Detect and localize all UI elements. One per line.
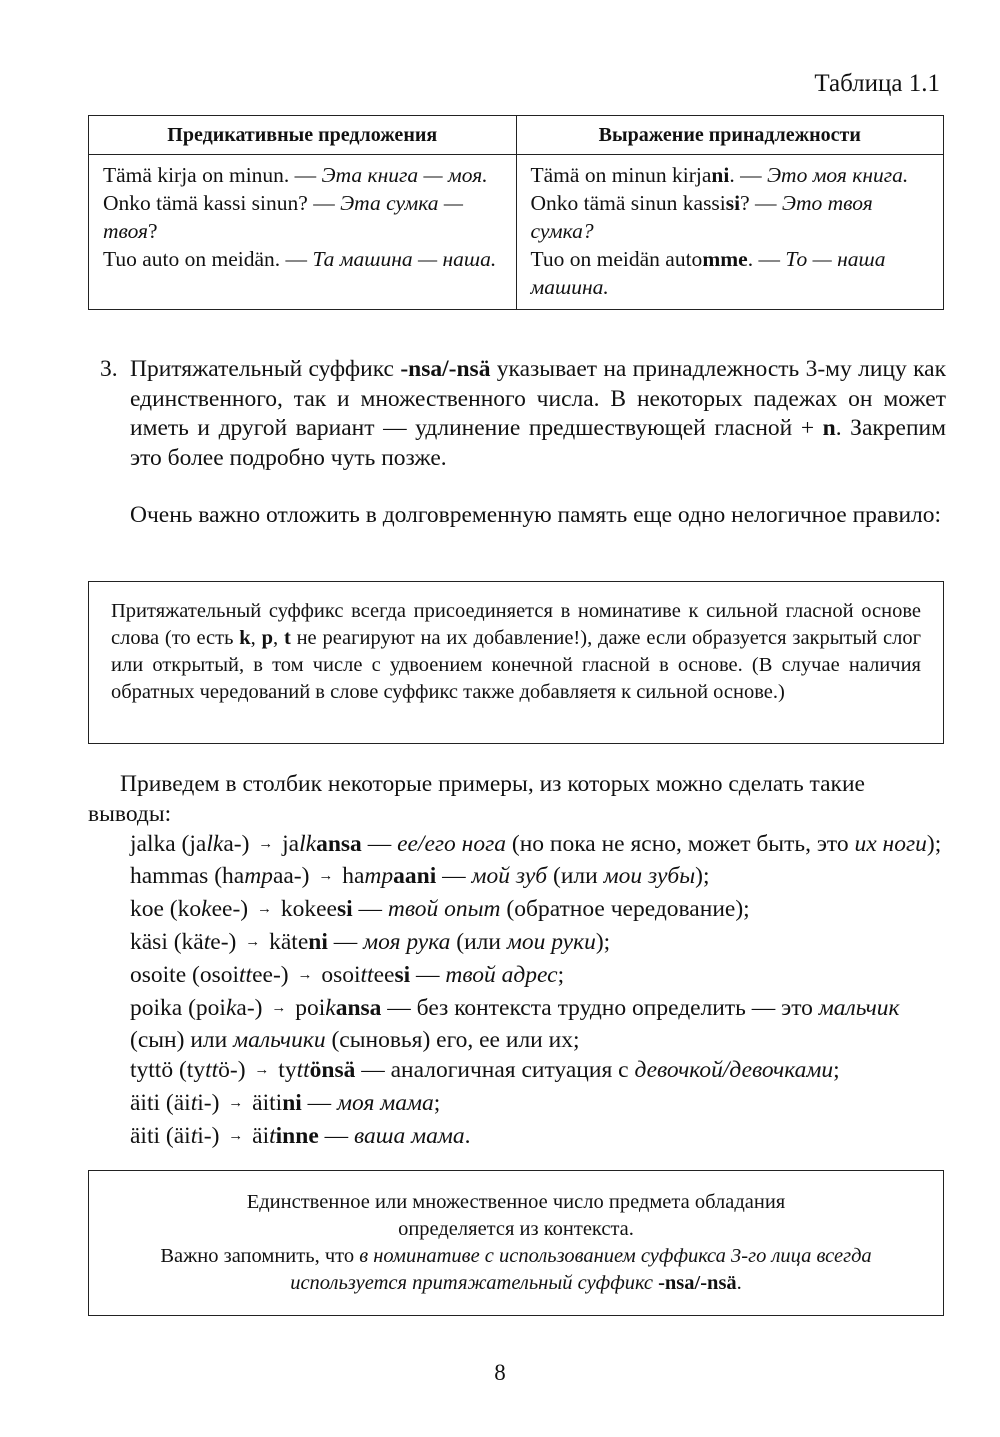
stem-consonant: t <box>203 928 211 955</box>
result: ee <box>373 961 395 988</box>
note-italic: мальчики <box>233 1027 326 1054</box>
note: ); <box>695 863 710 890</box>
stem-consonant: lk <box>206 830 224 857</box>
suffix: si <box>725 191 741 215</box>
text: Onko tämä sinun kassi <box>530 191 726 215</box>
letter-p: p <box>261 627 274 649</box>
stem-consonant: k <box>325 994 336 1021</box>
word: tyttö (ty <box>130 1057 206 1084</box>
note: (но пока не ясно, может быть, это <box>506 830 855 857</box>
example-osoite <box>88 961 944 994</box>
note: ; <box>557 961 565 988</box>
note: (сын) или <box>130 1027 234 1054</box>
point-number: 3. <box>100 356 118 382</box>
word: äiti (äi <box>130 1089 191 1116</box>
comparison-table <box>88 115 944 310</box>
note: ; <box>433 1089 441 1116</box>
translation: Та машина — наша. <box>312 247 497 271</box>
word: jalka (ja <box>130 830 207 857</box>
translation: мой зуб <box>471 863 548 890</box>
stem-consonant: t <box>269 1122 276 1149</box>
text: Tuo on meidän auto <box>530 247 703 271</box>
example-jalka <box>88 830 944 863</box>
word: a-) <box>223 830 256 857</box>
suffix: ansa <box>335 994 382 1021</box>
note: ; <box>833 1057 840 1084</box>
text: указывает на принадлежность 3-му лицу как единственного, так и множественного числа. В некоторых падежах он может иметь и другой вариант — удлинение предшествующей гласной + <box>130 356 947 441</box>
result: käte <box>263 928 309 955</box>
page-number: 8 <box>494 1360 506 1385</box>
word: aa-) <box>272 863 316 890</box>
arrow-icon: → <box>254 1062 270 1079</box>
note-italic: в номинативе с использованием суффикса 3-го лица всегда используется притяжательный суффикс <box>290 1245 872 1294</box>
suffix: aani <box>393 863 437 890</box>
suffix: ansa <box>316 830 362 857</box>
result: ty <box>272 1057 297 1084</box>
suffix: ni <box>282 1089 302 1116</box>
note: ); <box>595 928 611 955</box>
example-poika <box>88 994 944 1057</box>
suffix: si <box>336 896 353 923</box>
stem-consonant: tt <box>296 1057 310 1084</box>
suffix: önsä <box>309 1057 356 1084</box>
stem-consonant: k <box>225 994 237 1021</box>
note-italic: мои зубы <box>603 863 696 890</box>
note-italic: мои руки <box>506 928 596 955</box>
important-rule-intro: Очень важно отложить в долговременную память еще одно нелогичное правило: <box>130 502 942 528</box>
dash: — <box>301 1089 338 1116</box>
suffix: mme <box>702 247 748 271</box>
result: osoi <box>315 961 361 988</box>
translation: моя мама <box>337 1089 434 1116</box>
translation: То — наша машина. <box>530 247 886 299</box>
word: hammas (ha <box>130 863 245 890</box>
dash: — <box>327 928 364 955</box>
arrow-icon: → <box>245 933 261 950</box>
translation: Это твоя сумка? <box>530 191 873 243</box>
word: ee-) <box>211 896 254 923</box>
word: ö-) <box>218 1057 252 1084</box>
note-italic: мальчик <box>818 994 900 1021</box>
suffix: -nsa/-nsä <box>658 1272 737 1294</box>
result: ha <box>336 863 365 890</box>
translation: твой опыт <box>387 896 501 923</box>
dash: — <box>436 863 472 890</box>
stem-consonant: mp <box>364 863 394 890</box>
word: äiti (äi <box>130 1122 191 1149</box>
translation: ее/его нога <box>397 830 507 857</box>
note: (или <box>450 928 507 955</box>
result: kokee <box>274 896 337 923</box>
example-tytto <box>88 1056 944 1089</box>
text: , <box>250 627 262 649</box>
arrow-icon: → <box>228 1127 244 1144</box>
dash: — <box>381 994 417 1021</box>
note-italic: их ноги <box>854 830 927 857</box>
result: äiti <box>246 1089 283 1116</box>
examples-intro: Приведем в столбик некоторые примеры, из которых можно сделать такие выводы: <box>88 771 865 827</box>
header-predicative: Предикативные предложения <box>89 116 517 155</box>
word: koe (ko <box>130 896 202 923</box>
text: Притяжательный суффикс <box>130 356 401 382</box>
word: i-) <box>197 1122 226 1149</box>
note: (сыновья) его, ее или их; <box>325 1027 580 1054</box>
result: poi <box>289 994 326 1021</box>
text: Tämä kirja on minun. — <box>103 163 322 187</box>
text: . <box>736 1272 742 1294</box>
examples-section <box>88 770 944 1155</box>
text: Важно запомнить, что <box>160 1245 360 1267</box>
dash: — <box>355 1057 391 1084</box>
note-line-1: Единственное или множественное число предмета обладания <box>246 1191 786 1213</box>
dash: — <box>318 1122 355 1149</box>
arrow-icon: → <box>318 868 334 885</box>
result: äi <box>246 1122 270 1149</box>
word: osoite (osoi <box>130 961 240 988</box>
translation: моя рука <box>363 928 451 955</box>
note: (обратное чередование); <box>500 896 750 923</box>
example-aiti-2 <box>88 1122 944 1155</box>
text: . — <box>747 247 786 271</box>
word: poika (poi <box>130 994 226 1021</box>
note: без контекста трудно определить — это <box>416 994 819 1021</box>
letter-n: n <box>822 415 836 441</box>
word: a-) <box>236 994 269 1021</box>
arrow-icon: → <box>228 1094 244 1111</box>
text: Tuo auto on meidän. — <box>103 247 313 271</box>
word: ee-) <box>252 961 295 988</box>
stem-consonant: t <box>190 1089 198 1116</box>
text: , <box>273 627 284 649</box>
text: . — <box>729 163 767 187</box>
example-koe <box>88 895 944 928</box>
stem-consonant: tt <box>205 1057 219 1084</box>
stem-consonant: lk <box>299 830 317 857</box>
note: аналогичная ситуация с <box>390 1057 635 1084</box>
stem-consonant: t <box>190 1122 198 1149</box>
dash: — <box>361 830 398 857</box>
word: e-) <box>210 928 243 955</box>
note: (или <box>547 863 604 890</box>
table-caption: Таблица 1.1 <box>814 70 940 97</box>
text: Tämä on minun kirja <box>530 163 712 187</box>
translation: Эта сумка — твоя <box>103 191 463 243</box>
stem-consonant: tt <box>239 961 253 988</box>
translation: твой адрес <box>445 961 558 988</box>
stem-consonant: tt <box>360 961 374 988</box>
note-line-3 <box>109 1243 923 1297</box>
letter-k: k <box>239 627 251 649</box>
result: ja <box>276 830 300 857</box>
note-line-2: определяется из контекста. <box>398 1218 634 1240</box>
dash: — <box>410 961 446 988</box>
stem-consonant: k <box>201 896 212 923</box>
text: не реагируют на их добавление!), даже если образуется закрытый слог или открытый, в том числе с удвоением конечной гласной в основе. (В случае наличия обратных чередований в слове суффикс также добавляетя к сильной основе.) <box>111 627 922 703</box>
translation: ваша мама <box>354 1122 465 1149</box>
text: Притяжательный суффикс всегда присоединяется в номинативе к сильной гласной основе слова (то есть <box>111 600 921 649</box>
arrow-icon: → <box>271 999 287 1016</box>
example-aiti-1 <box>88 1089 944 1122</box>
note: . <box>464 1122 471 1149</box>
example-kasi <box>88 928 944 961</box>
suffix: ni <box>711 163 730 187</box>
translation: Эта книга — моя. <box>321 163 488 187</box>
suffix: si <box>394 961 411 988</box>
suffix: ni <box>308 928 328 955</box>
header-possession: Выражение принадлежности <box>516 116 944 155</box>
text: ? — <box>740 191 782 215</box>
cell-predicative <box>89 155 517 310</box>
suffix: inne <box>275 1122 319 1149</box>
arrow-icon: → <box>297 966 313 983</box>
text: Onko tämä kassi sinun? — <box>103 191 341 215</box>
dash: — <box>352 896 388 923</box>
context-note-box <box>88 1170 944 1316</box>
letter-t: t <box>283 627 291 649</box>
example-hammas <box>88 862 944 895</box>
text: . Закрепим это более подробно чуть позже. <box>130 415 947 471</box>
rule-box <box>88 581 944 744</box>
word: käsi (kä <box>130 928 204 955</box>
note-italic: девочкой/девочками <box>634 1057 834 1084</box>
arrow-icon: → <box>256 901 272 918</box>
arrow-icon: → <box>258 835 274 852</box>
point-3 <box>100 355 947 473</box>
note: ); <box>926 830 942 857</box>
cell-possession <box>516 155 944 310</box>
word: i-) <box>197 1089 226 1116</box>
translation: Это моя книга. <box>766 163 909 187</box>
text: ? <box>148 219 158 243</box>
stem-consonant: mp <box>244 863 273 890</box>
suffix: -nsa/-nsä <box>400 356 491 382</box>
